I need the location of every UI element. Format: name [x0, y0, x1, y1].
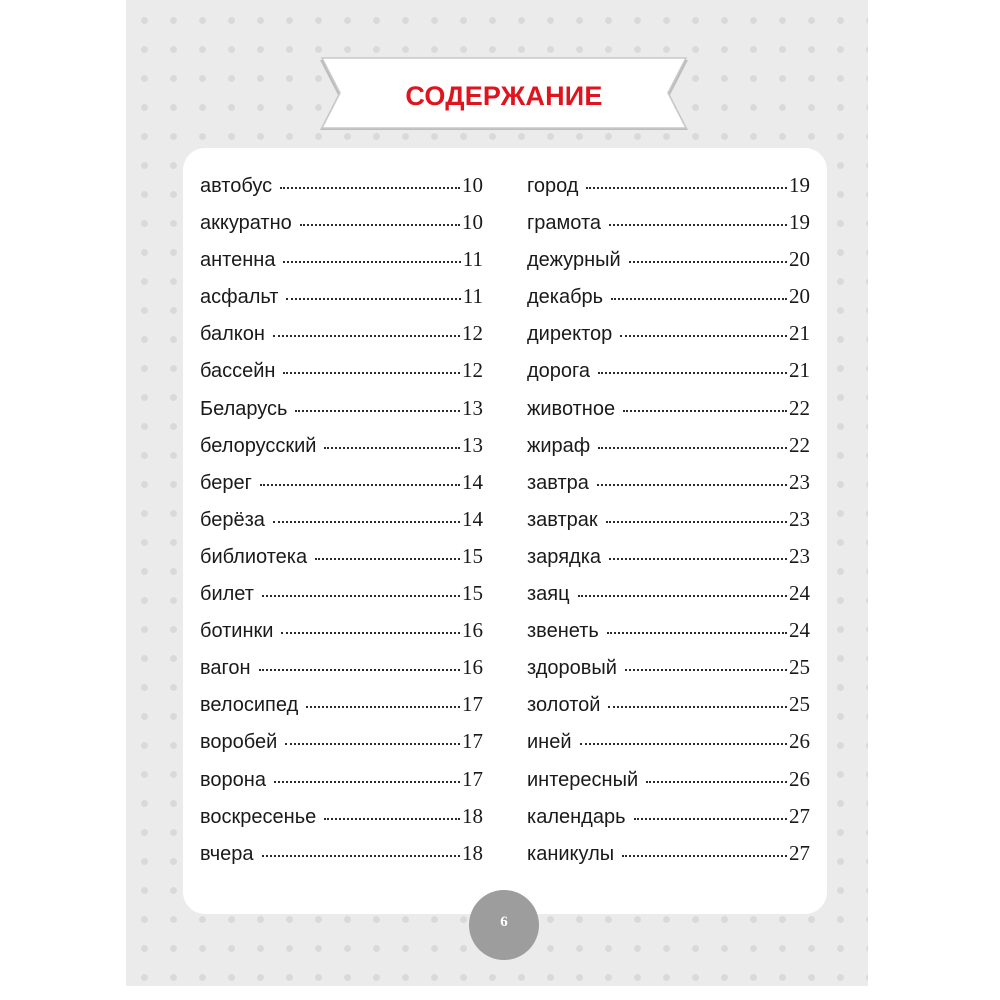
entry-page-number: 10	[462, 173, 483, 197]
dot-leader	[597, 483, 787, 486]
entry-page-number: 11	[462, 284, 483, 309]
entry-page-number: 10	[462, 210, 483, 235]
entry-word: интересный	[527, 768, 639, 791]
entry-word: заяц	[527, 583, 570, 606]
entry-page-number: 22	[789, 395, 810, 420]
dot-leader	[281, 631, 460, 634]
entry-page-number: 27	[789, 840, 810, 865]
dot-leader	[606, 520, 787, 523]
contents-entry	[527, 358, 810, 395]
contents-entry	[527, 804, 810, 841]
contents-entry	[200, 247, 483, 284]
contents-entry	[200, 284, 483, 321]
page-number: 6	[500, 914, 508, 930]
entry-word: золотой	[527, 694, 601, 717]
contents-entry	[527, 544, 810, 581]
dot-leader	[598, 371, 787, 374]
entry-word: завтрак	[527, 508, 598, 531]
entry-word: грамота	[527, 212, 602, 235]
dot-leader	[611, 297, 787, 300]
contents-entry	[200, 804, 483, 841]
entry-word: вагон	[200, 657, 251, 680]
entry-word: билет	[200, 583, 254, 606]
entry-page-number: 25	[789, 692, 810, 717]
contents-entry	[200, 507, 483, 544]
contents-entry	[527, 284, 810, 321]
contents-entry	[527, 247, 810, 284]
entry-word: Беларусь	[200, 397, 288, 420]
entry-page-number: 16	[462, 618, 483, 643]
contents-entry	[200, 618, 483, 655]
entry-page-number: 26	[789, 766, 810, 791]
dot-leader	[273, 334, 460, 337]
entry-word: велосипед	[200, 694, 299, 717]
dot-leader	[625, 668, 787, 671]
contents-entry	[527, 618, 810, 655]
dot-leader	[324, 817, 460, 820]
entry-page-number: 11	[462, 247, 483, 272]
dot-leader	[609, 223, 787, 226]
entry-page-number: 23	[789, 469, 810, 494]
entry-page-number: 12	[462, 321, 483, 346]
dot-leader	[580, 742, 787, 745]
dot-leader	[609, 557, 787, 560]
dot-leader	[295, 409, 460, 412]
entry-word: берег	[200, 471, 252, 494]
entry-word: дежурный	[527, 249, 621, 272]
dot-leader	[306, 705, 460, 708]
entry-page-number: 24	[789, 618, 810, 643]
entry-word: ботинки	[200, 620, 274, 643]
contents-entry	[527, 470, 810, 507]
entry-word: иней	[527, 731, 572, 754]
dot-leader	[259, 668, 460, 671]
dot-leader	[620, 334, 787, 337]
entry-page-number: 18	[462, 840, 483, 865]
contents-entry	[200, 470, 483, 507]
dot-leader	[598, 446, 787, 449]
entry-page-number: 17	[462, 766, 483, 791]
contents-entry	[200, 210, 483, 247]
contents-entry	[200, 173, 483, 210]
entry-word: звенеть	[527, 620, 599, 643]
dot-leader	[262, 594, 460, 597]
dot-leader	[283, 260, 460, 263]
entry-page-number: 20	[789, 284, 810, 309]
dot-leader	[274, 780, 460, 783]
entry-page-number: 23	[789, 543, 810, 568]
entry-page-number: 18	[462, 803, 483, 828]
dot-leader	[629, 260, 787, 263]
entry-word: асфальт	[200, 286, 279, 309]
entry-page-number: 20	[789, 247, 810, 272]
entry-page-number: 12	[462, 358, 483, 383]
dot-leader	[300, 223, 460, 226]
dot-leader	[623, 409, 787, 412]
entry-word: жираф	[527, 434, 591, 457]
contents-entry	[200, 544, 483, 581]
entry-page-number: 17	[462, 692, 483, 717]
entry-word: аккуратно	[200, 212, 292, 235]
contents-entry	[527, 767, 810, 804]
contents-entry	[527, 507, 810, 544]
entry-page-number: 15	[462, 581, 483, 606]
entry-word: воскресенье	[200, 805, 317, 828]
contents-entry	[200, 581, 483, 618]
entry-word: декабрь	[527, 286, 604, 309]
entry-page-number: 24	[789, 581, 810, 606]
dot-leader	[578, 594, 787, 597]
entry-page-number: 16	[462, 655, 483, 680]
entry-page-number: 13	[462, 395, 483, 420]
contents-column-left	[200, 173, 483, 878]
entry-word: ворона	[200, 768, 266, 791]
entry-word: завтра	[527, 471, 589, 494]
dot-leader	[280, 186, 460, 189]
entry-word: каникулы	[527, 842, 615, 865]
entry-word: календарь	[527, 805, 626, 828]
dot-leader	[607, 631, 787, 634]
dot-leader	[285, 742, 460, 745]
title-banner	[318, 56, 690, 134]
page-title: СОДЕРЖАНИЕ	[405, 81, 603, 111]
contents-entry	[527, 396, 810, 433]
dot-leader	[286, 297, 460, 300]
contents-entry	[527, 692, 810, 729]
entry-page-number: 22	[789, 432, 810, 457]
dot-leader	[262, 854, 460, 857]
entry-page-number: 27	[789, 803, 810, 828]
entry-word: здоровый	[527, 657, 617, 680]
entry-word: библиотека	[200, 545, 308, 568]
contents-entry	[200, 841, 483, 878]
entry-word: город	[527, 175, 579, 197]
entry-page-number: 13	[462, 432, 483, 457]
entry-word: директор	[527, 323, 613, 346]
entry-page-number: 23	[789, 506, 810, 531]
dot-leader	[646, 780, 787, 783]
contents-entry	[527, 173, 810, 210]
contents-entry	[200, 396, 483, 433]
contents-entry	[200, 321, 483, 358]
contents-entry	[527, 841, 810, 878]
entry-word: зарядка	[527, 545, 602, 568]
entry-word: антенна	[200, 249, 276, 272]
dot-leader	[634, 817, 788, 820]
entry-page-number: 26	[789, 729, 810, 754]
contents-entry	[527, 729, 810, 766]
contents-entry	[527, 433, 810, 470]
contents-entry	[527, 321, 810, 358]
entry-page-number: 19	[789, 210, 810, 235]
entry-page-number: 21	[789, 358, 810, 383]
entry-page-number: 15	[462, 543, 483, 568]
dot-leader	[324, 446, 460, 449]
contents-entry	[527, 210, 810, 247]
entry-page-number: 21	[789, 321, 810, 346]
entry-word: берёза	[200, 508, 265, 531]
entry-page-number: 14	[462, 506, 483, 531]
contents-entry	[200, 358, 483, 395]
entry-page-number: 19	[789, 173, 810, 197]
entry-page-number: 14	[462, 469, 483, 494]
contents-entry	[200, 767, 483, 804]
dot-leader	[608, 705, 787, 708]
contents-entry	[200, 655, 483, 692]
entry-word: дорога	[527, 360, 591, 383]
contents-entry	[200, 692, 483, 729]
contents-entry	[527, 581, 810, 618]
dot-leader	[283, 371, 460, 374]
entry-page-number: 17	[462, 729, 483, 754]
dot-leader	[622, 854, 787, 857]
contents-entry	[200, 433, 483, 470]
entry-word: вчера	[200, 842, 254, 865]
contents-column-right	[527, 173, 810, 878]
dot-leader	[315, 557, 460, 560]
contents-entry	[200, 729, 483, 766]
entry-page-number: 25	[789, 655, 810, 680]
entry-word: воробей	[200, 731, 278, 754]
dot-leader	[260, 483, 460, 486]
entry-word: балкон	[200, 323, 265, 346]
contents-entry	[527, 655, 810, 692]
dot-leader	[273, 520, 460, 523]
entry-word: бассейн	[200, 360, 276, 383]
entry-word: автобус	[200, 175, 273, 197]
entry-word: белорусский	[200, 434, 317, 457]
dot-leader	[586, 186, 787, 189]
entry-word: животное	[527, 397, 616, 420]
